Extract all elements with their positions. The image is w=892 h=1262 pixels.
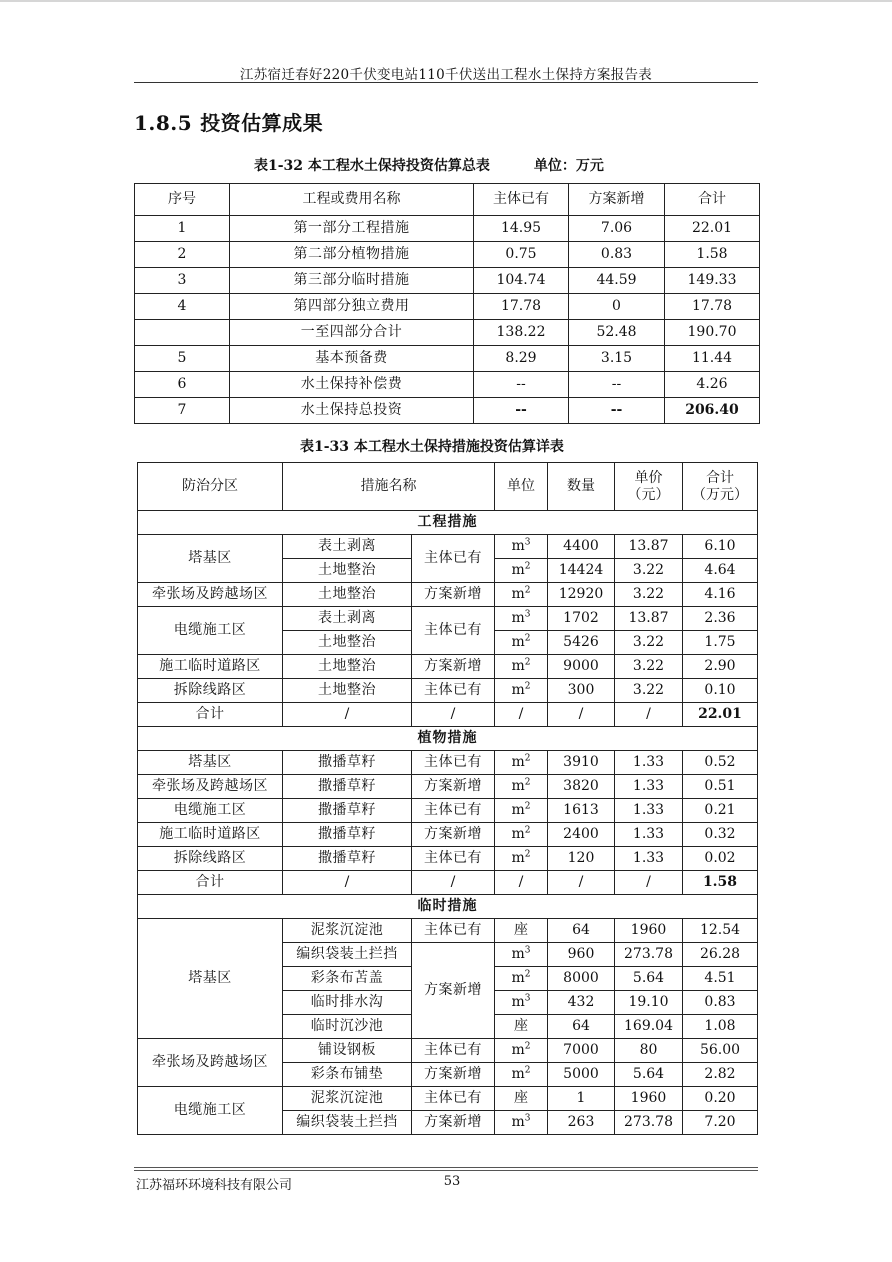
measure-cell: 土地整治 (283, 559, 412, 583)
unit-cell: $m^3$ (495, 943, 548, 967)
measure-cell: 土地整治 (283, 631, 412, 655)
price-cell: 19.10 (615, 991, 683, 1015)
section-label: 临时措施 (138, 895, 758, 919)
qty-cell: 3910 (548, 751, 615, 775)
unit-cell: $m^2$ (495, 679, 548, 703)
price-cell: 273.78 (615, 1111, 683, 1135)
header-cell (615, 463, 683, 511)
total-cell: 0.20 (683, 1087, 758, 1111)
measure-cell: 泥浆沉淀池 (283, 1087, 412, 1111)
table-row (138, 751, 758, 775)
price-cell: 5.64 (615, 1063, 683, 1087)
source-cell: 主体已有 (412, 1039, 495, 1063)
qty-cell: 5426 (548, 631, 615, 655)
table-cell: 1 (135, 216, 230, 242)
table1-unit: 单位：万元 (533, 158, 604, 174)
measure-cell: 撒播草籽 (283, 847, 412, 871)
price-cell: 13.87 (615, 535, 683, 559)
unit-cell: 座 (495, 1015, 548, 1039)
zone-cell: 电缆施工区 (138, 1087, 283, 1135)
qty-cell: 5000 (548, 1063, 615, 1087)
price-cell: 1.33 (615, 775, 683, 799)
slash-cell: / (283, 703, 412, 727)
header-cell (683, 463, 758, 511)
slash-cell: / (283, 871, 412, 895)
total-cell: 1.08 (683, 1015, 758, 1039)
measure-cell: 表土剥离 (283, 535, 412, 559)
section-title: 投资估算成果 (200, 111, 324, 135)
table-row (135, 346, 760, 372)
table-cell: 第四部分独立费用 (230, 294, 474, 320)
table-row (138, 823, 758, 847)
measure-cell: 撒播草籽 (283, 823, 412, 847)
unit-cell: $m^2$ (495, 631, 548, 655)
qty-cell: 432 (548, 991, 615, 1015)
zone-cell: 电缆施工区 (138, 607, 283, 655)
qty-cell: 2400 (548, 823, 615, 847)
qty-cell: 300 (548, 679, 615, 703)
table-cell: 0.75 (474, 242, 569, 268)
qty-cell: 64 (548, 1015, 615, 1039)
price-cell: 3.22 (615, 631, 683, 655)
price-cell: 3.22 (615, 655, 683, 679)
table-row (135, 242, 760, 268)
total-cell: 0.02 (683, 847, 758, 871)
qty-cell: 1 (548, 1087, 615, 1111)
price-cell: 1960 (615, 1087, 683, 1111)
table-cell: 第三部分临时措施 (230, 268, 474, 294)
table-header-row (138, 463, 758, 511)
header-cell: 序号 (135, 184, 230, 216)
header-cell: 方案新增 (569, 184, 665, 216)
measure-cell: 土地整治 (283, 583, 412, 607)
footer-company: 江苏福环环境科技有限公司 (136, 1178, 293, 1193)
table-row (138, 919, 758, 943)
total-cell: 12.54 (683, 919, 758, 943)
table-row (138, 679, 758, 703)
table1-caption-text: 表1-32 本工程水土保持投资估算总表 (254, 158, 490, 174)
price-cell: 1960 (615, 919, 683, 943)
table-cell: -- (474, 372, 569, 398)
qty-cell: 1702 (548, 607, 615, 631)
table-cell: -- (569, 398, 665, 424)
total-cell: 4.64 (683, 559, 758, 583)
zone-cell: 牵张场及跨越场区 (138, 583, 283, 607)
zone-cell: 牵张场及跨越场区 (138, 775, 283, 799)
measure-cell: 编织袋装土拦挡 (283, 1111, 412, 1135)
zone-cell: 塔基区 (138, 535, 283, 583)
measure-cell: 土地整治 (283, 655, 412, 679)
table-cell: 4.26 (665, 372, 760, 398)
slash-cell: / (412, 703, 495, 727)
measure-cell: 撒播草籽 (283, 751, 412, 775)
qty-cell: 263 (548, 1111, 615, 1135)
price-cell: 169.04 (615, 1015, 683, 1039)
page-number: 53 (443, 1174, 461, 1189)
total-cell: 26.28 (683, 943, 758, 967)
table-cell (135, 320, 230, 346)
section-row (138, 727, 758, 751)
total-cell: 4.16 (683, 583, 758, 607)
section-row (138, 895, 758, 919)
table-row (135, 372, 760, 398)
unit-cell: $m^2$ (495, 967, 548, 991)
table-cell: 22.01 (665, 216, 760, 242)
total-cell: 22.01 (683, 703, 758, 727)
unit-cell: $m^2$ (495, 751, 548, 775)
slash-cell: / (495, 871, 548, 895)
price-cell: 273.78 (615, 943, 683, 967)
table-cell: 1.58 (665, 242, 760, 268)
table-row (135, 294, 760, 320)
total-cell: 0.51 (683, 775, 758, 799)
table-row (138, 847, 758, 871)
header-cell: 防治分区 (138, 463, 283, 511)
table-row (135, 216, 760, 242)
table-cell: -- (569, 372, 665, 398)
header-line: 单价 (634, 470, 663, 487)
total-cell: 0.83 (683, 991, 758, 1015)
unit-cell: $m^2$ (495, 823, 548, 847)
source-cell: 主体已有 (412, 751, 495, 775)
header-rule (134, 82, 758, 83)
section-label: 植物措施 (138, 727, 758, 751)
source-cell: 主体已有 (412, 799, 495, 823)
section-row (138, 511, 758, 535)
section-number: 1.8.5 (134, 111, 193, 135)
price-cell: 13.87 (615, 607, 683, 631)
source-cell: 主体已有 (412, 607, 495, 655)
footer-rule (134, 1170, 758, 1171)
price-cell: 3.22 (615, 679, 683, 703)
qty-cell: 7000 (548, 1039, 615, 1063)
subtotal-row (138, 703, 758, 727)
zone-cell: 施工临时道路区 (138, 823, 283, 847)
table-row (135, 320, 760, 346)
table-cell: 第一部分工程措施 (230, 216, 474, 242)
table-cell: 7.06 (569, 216, 665, 242)
source-cell: 主体已有 (412, 679, 495, 703)
table-cell: 水土保持补偿费 (230, 372, 474, 398)
page-top-border (0, 0, 892, 2)
table-cell: 3 (135, 268, 230, 294)
total-cell: 7.20 (683, 1111, 758, 1135)
investment-summary-table (134, 183, 760, 424)
qty-cell: 12920 (548, 583, 615, 607)
table2-caption: 表1-33 本工程水土保持措施投资估算详表 (300, 439, 564, 455)
table-cell: 2 (135, 242, 230, 268)
qty-cell: 14424 (548, 559, 615, 583)
table-cell: 149.33 (665, 268, 760, 294)
source-cell: 方案新增 (412, 775, 495, 799)
section-heading (134, 107, 323, 136)
running-header: 江苏宿迁春好220千伏变电站110千伏送出工程水土保持方案报告表 (239, 67, 653, 83)
unit-cell: $m^2$ (495, 559, 548, 583)
source-cell: 主体已有 (412, 919, 495, 943)
table1-caption (254, 155, 604, 175)
slash-cell: / (412, 871, 495, 895)
table-cell: 0 (569, 294, 665, 320)
table-cell: 0.83 (569, 242, 665, 268)
measure-cell: 编织袋装土拦挡 (283, 943, 412, 967)
unit-cell: $m^2$ (495, 847, 548, 871)
header-line: 合计 (706, 470, 734, 487)
header-line: （万元） (692, 486, 748, 503)
table-row (138, 655, 758, 679)
price-cell: 1.33 (615, 823, 683, 847)
qty-cell: 120 (548, 847, 615, 871)
source-cell: 方案新增 (412, 1111, 495, 1135)
subtotal-row (138, 871, 758, 895)
table-row (138, 1039, 758, 1063)
measure-cell: 撒播草籽 (283, 799, 412, 823)
table-row (135, 268, 760, 294)
measure-cell: 临时排水沟 (283, 991, 412, 1015)
unit-cell: $m^2$ (495, 775, 548, 799)
source-cell: 主体已有 (412, 847, 495, 871)
table-row (138, 775, 758, 799)
measure-detail-table (137, 462, 758, 1135)
unit-cell: $m^3$ (495, 991, 548, 1015)
zone-cell: 拆除线路区 (138, 847, 283, 871)
table-cell: 一至四部分合计 (230, 320, 474, 346)
measure-cell: 彩条布铺垫 (283, 1063, 412, 1087)
table-header-row (135, 184, 760, 216)
zone-cell: 电缆施工区 (138, 799, 283, 823)
qty-cell: 64 (548, 919, 615, 943)
unit-cell: $m^2$ (495, 1063, 548, 1087)
unit-cell: $m^2$ (495, 799, 548, 823)
source-cell: 主体已有 (412, 1087, 495, 1111)
source-cell: 方案新增 (412, 655, 495, 679)
total-cell: 0.10 (683, 679, 758, 703)
table-cell: 11.44 (665, 346, 760, 372)
table-cell: 3.15 (569, 346, 665, 372)
total-cell: 0.52 (683, 751, 758, 775)
total-cell: 4.51 (683, 967, 758, 991)
unit-cell: $m^3$ (495, 1111, 548, 1135)
table-cell: 基本预备费 (230, 346, 474, 372)
table-cell: 8.29 (474, 346, 569, 372)
total-cell: 6.10 (683, 535, 758, 559)
header-cell: 主体已有 (474, 184, 569, 216)
source-cell: 方案新增 (412, 823, 495, 847)
total-cell: 56.00 (683, 1039, 758, 1063)
zone-cell: 施工临时道路区 (138, 655, 283, 679)
slash-cell: / (548, 871, 615, 895)
measure-cell: 表土剥离 (283, 607, 412, 631)
zone-cell: 合计 (138, 703, 283, 727)
qty-cell: 4400 (548, 535, 615, 559)
table-row (135, 398, 760, 424)
qty-cell: 1613 (548, 799, 615, 823)
header-cell: 工程或费用名称 (230, 184, 474, 216)
total-cell: 2.90 (683, 655, 758, 679)
measure-cell: 铺设钢板 (283, 1039, 412, 1063)
source-cell: 主体已有 (412, 535, 495, 583)
footer-rule (134, 1167, 758, 1168)
table-cell: 206.40 (665, 398, 760, 424)
unit-cell: $m^2$ (495, 1039, 548, 1063)
table-row (138, 583, 758, 607)
zone-cell: 塔基区 (138, 751, 283, 775)
measure-cell: 临时沉沙池 (283, 1015, 412, 1039)
qty-cell: 3820 (548, 775, 615, 799)
total-cell: 1.58 (683, 871, 758, 895)
total-cell: 0.21 (683, 799, 758, 823)
header-line: （元） (627, 486, 670, 503)
unit-cell: $m^3$ (495, 535, 548, 559)
qty-cell: 8000 (548, 967, 615, 991)
qty-cell: 960 (548, 943, 615, 967)
section-label: 工程措施 (138, 511, 758, 535)
table-cell: 第二部分植物措施 (230, 242, 474, 268)
measure-cell: 撒播草籽 (283, 775, 412, 799)
slash-cell: / (548, 703, 615, 727)
table-cell: 17.78 (665, 294, 760, 320)
table-cell: 4 (135, 294, 230, 320)
total-cell: 1.75 (683, 631, 758, 655)
source-cell: 方案新增 (412, 1063, 495, 1087)
zone-cell: 塔基区 (138, 919, 283, 1039)
price-cell: 1.33 (615, 799, 683, 823)
source-cell: 方案新增 (412, 943, 495, 1039)
header-cell: 数量 (548, 463, 615, 511)
slash-cell: / (615, 871, 683, 895)
table-row (138, 1087, 758, 1111)
total-cell: 2.82 (683, 1063, 758, 1087)
unit-cell: 座 (495, 919, 548, 943)
slash-cell: / (495, 703, 548, 727)
price-cell: 3.22 (615, 583, 683, 607)
table-cell: 104.74 (474, 268, 569, 294)
price-cell: 3.22 (615, 559, 683, 583)
header-cell: 单位 (495, 463, 548, 511)
total-cell: 2.36 (683, 607, 758, 631)
table-cell: 6 (135, 372, 230, 398)
table-cell: 52.48 (569, 320, 665, 346)
source-cell: 方案新增 (412, 583, 495, 607)
price-cell: 1.33 (615, 847, 683, 871)
table-cell: 7 (135, 398, 230, 424)
unit-cell: $m^2$ (495, 655, 548, 679)
qty-cell: 9000 (548, 655, 615, 679)
measure-cell: 彩条布苫盖 (283, 967, 412, 991)
header-cell: 措施名称 (283, 463, 495, 511)
table-cell: 17.78 (474, 294, 569, 320)
table-cell: 190.70 (665, 320, 760, 346)
slash-cell: / (615, 703, 683, 727)
table-row (138, 535, 758, 559)
price-cell: 5.64 (615, 967, 683, 991)
table-row (138, 607, 758, 631)
table-cell: 水土保持总投资 (230, 398, 474, 424)
table-cell: 5 (135, 346, 230, 372)
price-cell: 80 (615, 1039, 683, 1063)
table-row (138, 799, 758, 823)
zone-cell: 牵张场及跨越场区 (138, 1039, 283, 1087)
price-cell: 1.33 (615, 751, 683, 775)
header-cell: 合计 (665, 184, 760, 216)
measure-cell: 土地整治 (283, 679, 412, 703)
table-cell: -- (474, 398, 569, 424)
zone-cell: 合计 (138, 871, 283, 895)
total-cell: 0.32 (683, 823, 758, 847)
unit-cell: 座 (495, 1087, 548, 1111)
measure-cell: 泥浆沉淀池 (283, 919, 412, 943)
table-cell: 138.22 (474, 320, 569, 346)
unit-cell: $m^2$ (495, 583, 548, 607)
table-cell: 14.95 (474, 216, 569, 242)
zone-cell: 拆除线路区 (138, 679, 283, 703)
unit-cell: $m^3$ (495, 607, 548, 631)
table-cell: 44.59 (569, 268, 665, 294)
